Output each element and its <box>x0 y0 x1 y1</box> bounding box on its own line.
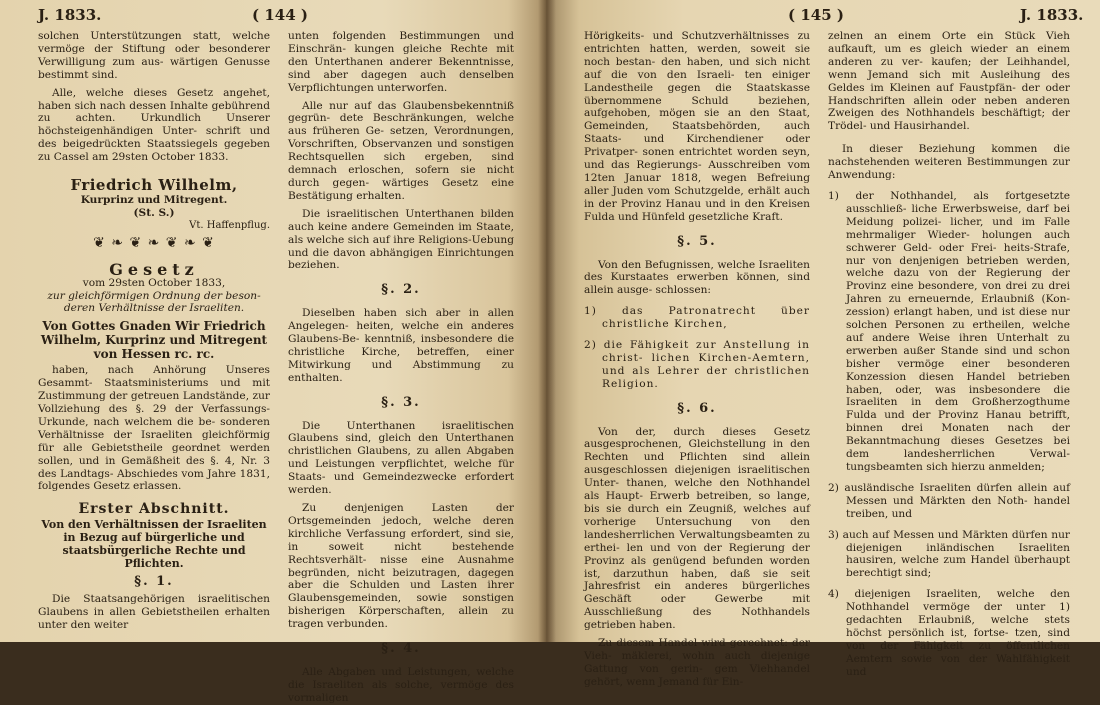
right-column-1 <box>584 30 810 689</box>
paragraph: Zu diesem Handel wird gerechnet: der Vieh- mäklerei, wohin auch diejenige Gattung von gerin- gem Viehhandel gehört, wenn Jemand für Ein- <box>584 637 810 688</box>
list-item: 1) das Patronatrecht über christliche Kirchen, <box>584 305 810 331</box>
book-gutter <box>538 0 556 642</box>
right-page-number: ( 145 ) <box>788 6 844 24</box>
paragraph: unten folgenden Bestimmungen und Einschrän- kungen gleiche Rechte mit den Unterthanen anderer Bekenntnisse, sind aber dagegen auch denselben Verpflichtungen unterworfen. <box>288 30 514 94</box>
section-heading: Erster Abschnitt. <box>78 501 230 518</box>
gottes-gnaden-line: Von Gottes Gnaden Wir Friedrich Wilhelm, Kurprinz und Mitregent von Hessen rc. rc. <box>40 319 268 362</box>
signature-name: Friedrich Wilhelm, <box>70 176 238 195</box>
left-column-1 <box>38 30 270 632</box>
paragraph: solchen Unterstützungen statt, welche vermöge der Stiftung oder besonderer Verwilligung zum aus- wärtigen Genusse bestimmt sind. <box>38 30 270 81</box>
ornament-divider: ❦ ❧ ❦ ❧ ❦ ❧ ❦ <box>93 234 215 251</box>
signature-title: Kurprinz und Mitregent. <box>80 194 228 207</box>
list-item: 4) diejenigen Israeliten, welche den Nothhandel vermöge der unter 1) gedachten Erlaubniß, welche stets höchst persönlich ist, fortse- tzen, sind von der Fähigkeit zu öffentlichen Aemtern sowie von der Wahlfähigkeit und <box>828 588 1070 678</box>
right-column-2 <box>828 30 1070 679</box>
paragraph-sign: §. 4. <box>381 641 421 657</box>
countersignature: Vt. Haffenpflug. <box>189 219 270 231</box>
paragraph-sign: §. 5. <box>677 233 717 249</box>
list-item: 2) die Fähigkeit zur Anstellung in christ- lichen Kirchen-Aemtern, und als Lehrer der christlichen Religion. <box>584 339 810 390</box>
paragraph-sign: §. 3. <box>381 394 421 410</box>
paragraph: Dieselben haben sich aber in allen Angelegen- heiten, welche ein anderes Glaubens-Be- kenntniß, insbesondere die christliche Kirche, betreffen, einer Mitwirkung und Abstimmung zu enthalten. <box>288 307 514 384</box>
paragraph: Alle nur auf das Glaubensbekenntniß gegrün- dete Beschränkungen, welche aus früheren Ge- setzen, Verordnungen, Vorschriften, Observanzen und sonstigen Rechtsquellen sich ergeben, sind demnach erloschen, sofern sie nicht durch gegen- wärtiges Gesetz eine Bestätigung erhalten. <box>288 99 514 202</box>
list-item: 1) der Nothhandel, als fortgesetzte ausschließ- liche Erwerbsweise, darf bei Meidung polizei- licher, und im Falle mehrmaliger Wieder- holungen auch schwerer Geld- oder Frei- heits-Strafe, nur von denjenigen betrieben werden, welche dazu von der Regierung der Provinz eine besondere, von drei zu drei Jahren zu erneuernde, Erlaubniß (Kon- zession) erlangt haben, und ist diese nur solchen Personen zu ertheilen, welche auf andere Weise ihren Unterhalt zu erwerben außer Stande sind und schon bisher vermöge einer besonderen Konzession diesen Handel betrieben haben, oder, was insbesondere die Israeliten in dem Großherzogthume Fulda und der Provinz Hanau betrifft, binnen drei Monaten nach der Bekanntmachung dieses Gesetzes bei dem landesherrlichen Verwal- tungsbeamten sich hierzu anmelden; <box>828 189 1070 473</box>
right-header-year: J. 1833. <box>1020 6 1084 24</box>
left-column-2 <box>288 30 514 705</box>
paragraph-sign: §. 2. <box>381 282 421 298</box>
left-header-year: J. 1833. <box>38 6 102 24</box>
law-date: vom 29sten October 1833, <box>82 276 226 289</box>
paragraph: Alle, welche dieses Gesetz angehet, haben sich nach dessen Inhalte gebührend zu achten. Urkundlich Unserer höchsteigenhändigen Unter- schrift und des beigedrückten Staatssiegels gegeben zu Cassel am 29sten October 1833. <box>38 86 270 164</box>
left-page <box>0 0 546 704</box>
list-item: 3) auch auf Messen und Märkten dürfen nur diejenigen inländischen Israeliten hausiren, welche zum Handel überhaupt berechtigt sind; <box>828 528 1070 580</box>
paragraph: zelnen an einem Orte ein Stück Vieh aufkauft, um es gleich wieder an einem anderen zu ver- kaufen; der Leihhandel, wenn Jemand sich mit Ausleihung des Geldes im Kleinen auf Faustpfän- der oder Handschriften allein oder neben anderen Zweigen des Nothhandels beschäftigt; der Trödel- und Hausirhandel. <box>828 30 1070 133</box>
seal-mark: (St. S.) <box>133 206 175 219</box>
list-item: 2) ausländische Israeliten dürfen allein auf Messen und Märkten den Noth- handel treiben, und <box>828 481 1070 520</box>
paragraph: haben, nach Anhörung Unseres Gesammt- Staatsministeriums und mit Zustimmung der getreuen Landstände, zur Vollziehung des §. 29 der Verfassungs-Urkunde, nach welchem die be- sonderen Verhältnisse der Israeliten gleichförmig für alle Gebietstheile geordnet werden sollen, und in Gemäßheit des §. 4, Nr. 3 des Landtags- Abschiedes vom Jahre 1831, folgendes Gesetz erlassen. <box>38 364 270 493</box>
paragraph: Die Unterthanen israelitischen Glaubens sind, gleich den Unterthanen christlichen Glaubens, zu allen Abgaben und Leistungen verpflichtet, welche für Staats- und Gemeindezwecke erfordert werden. <box>288 419 514 497</box>
paragraph: Alle Abgaben und Leistungen, welche die Israeliten als solche, vermöge des vormaligen <box>288 665 514 704</box>
paragraph-sign: §. 6. <box>677 400 717 416</box>
left-page-number: ( 144 ) <box>252 6 308 24</box>
paragraph-sign: §. 1. <box>134 574 174 590</box>
paragraph: Hörigkeits- und Schutzverhältnisses zu entrichten hatten, werden, soweit sie noch bestan- den haben, und sich nicht auf die von den Israeli- ten einiger Landestheile gegen die Staatskasse übernommene Schuld beziehen, aufgehoben, mögen sie an den Staat, Gemeinden, Staatsbehörden, auch Staats- und Kirchendiener oder Privatper- sonen entrichtet worden seyn, und das Regierungs- Ausschreiben vom 12ten Januar 1818, wegen Befreiung aller Juden vom Schutzgelde, erhält auch in der Provinz Hanau und in den Kreisen Fulda und Hünfeld gesetzliche Kraft. <box>584 30 810 223</box>
paragraph: Die israelitischen Unterthanen bilden auch keine andere Gemeinden im Staate, als welche sich auf ihre Religions-Uebung und die davon abhängigen Einrichtungen beziehen. <box>288 207 514 272</box>
section-subtitle: Von den Verhältnissen der Israeliten in Bezug auf bürgerliche und staatsbürgerliche Rechte und Pflichten. <box>41 518 267 571</box>
paragraph: In dieser Beziehung kommen die nachstehenden weiteren Bestimmungen zur Anwendung: <box>828 143 1070 182</box>
paragraph: Die Staatsangehörigen israelitischen Glaubens in allen Gebietstheilen erhalten unter den weiter <box>38 593 270 631</box>
paragraph: Von der, durch dieses Gesetz ausgesprochenen, Gleichstellung in den Rechten und Pflichten sind allein ausgeschlossen diejenigen israelitischen Unter- thanen, welche den Nothhandel als Haupt- Erwerb betreiben, so lange, bis sie durch ein Zeugniß, welches auf vorherige Untersuchung von den landesherrlichen Verwaltungsbeamten zu erthei- len und von der Regierung der Provinz als genügend befunden worden ist, darzuthun haben, daß sie seit Jahresfrist ein anderes bürgerliches Geschäft oder Gewerbe mit Ausschließung des Nothhandels getrieben haben. <box>584 425 810 632</box>
paragraph: Zu denjenigen Lasten der Ortsgemeinden jedoch, welche deren kirchliche Verfassung erfordert, sind sie, in soweit nicht bestehende Rechtsverhält- nisse eine Ausnahme begründen, nicht beizutragen, dagegen aber die Schulden und Lasten ihrer Glaubensgemeinden, sowie sonstigen bisherigen Körperschaften, allein zu tragen verbunden. <box>288 502 514 631</box>
law-heading: Gesetz <box>109 259 199 279</box>
law-topic: zur gleichförmigen Ordnung der beson- deren Verhältnisse der Israeliten. <box>47 289 261 315</box>
paragraph: Von den Befugnissen, welche Israeliten des Kurstaates erwerben können, sind allein ausge- schlossen: <box>584 258 810 297</box>
right-page <box>546 0 1100 688</box>
